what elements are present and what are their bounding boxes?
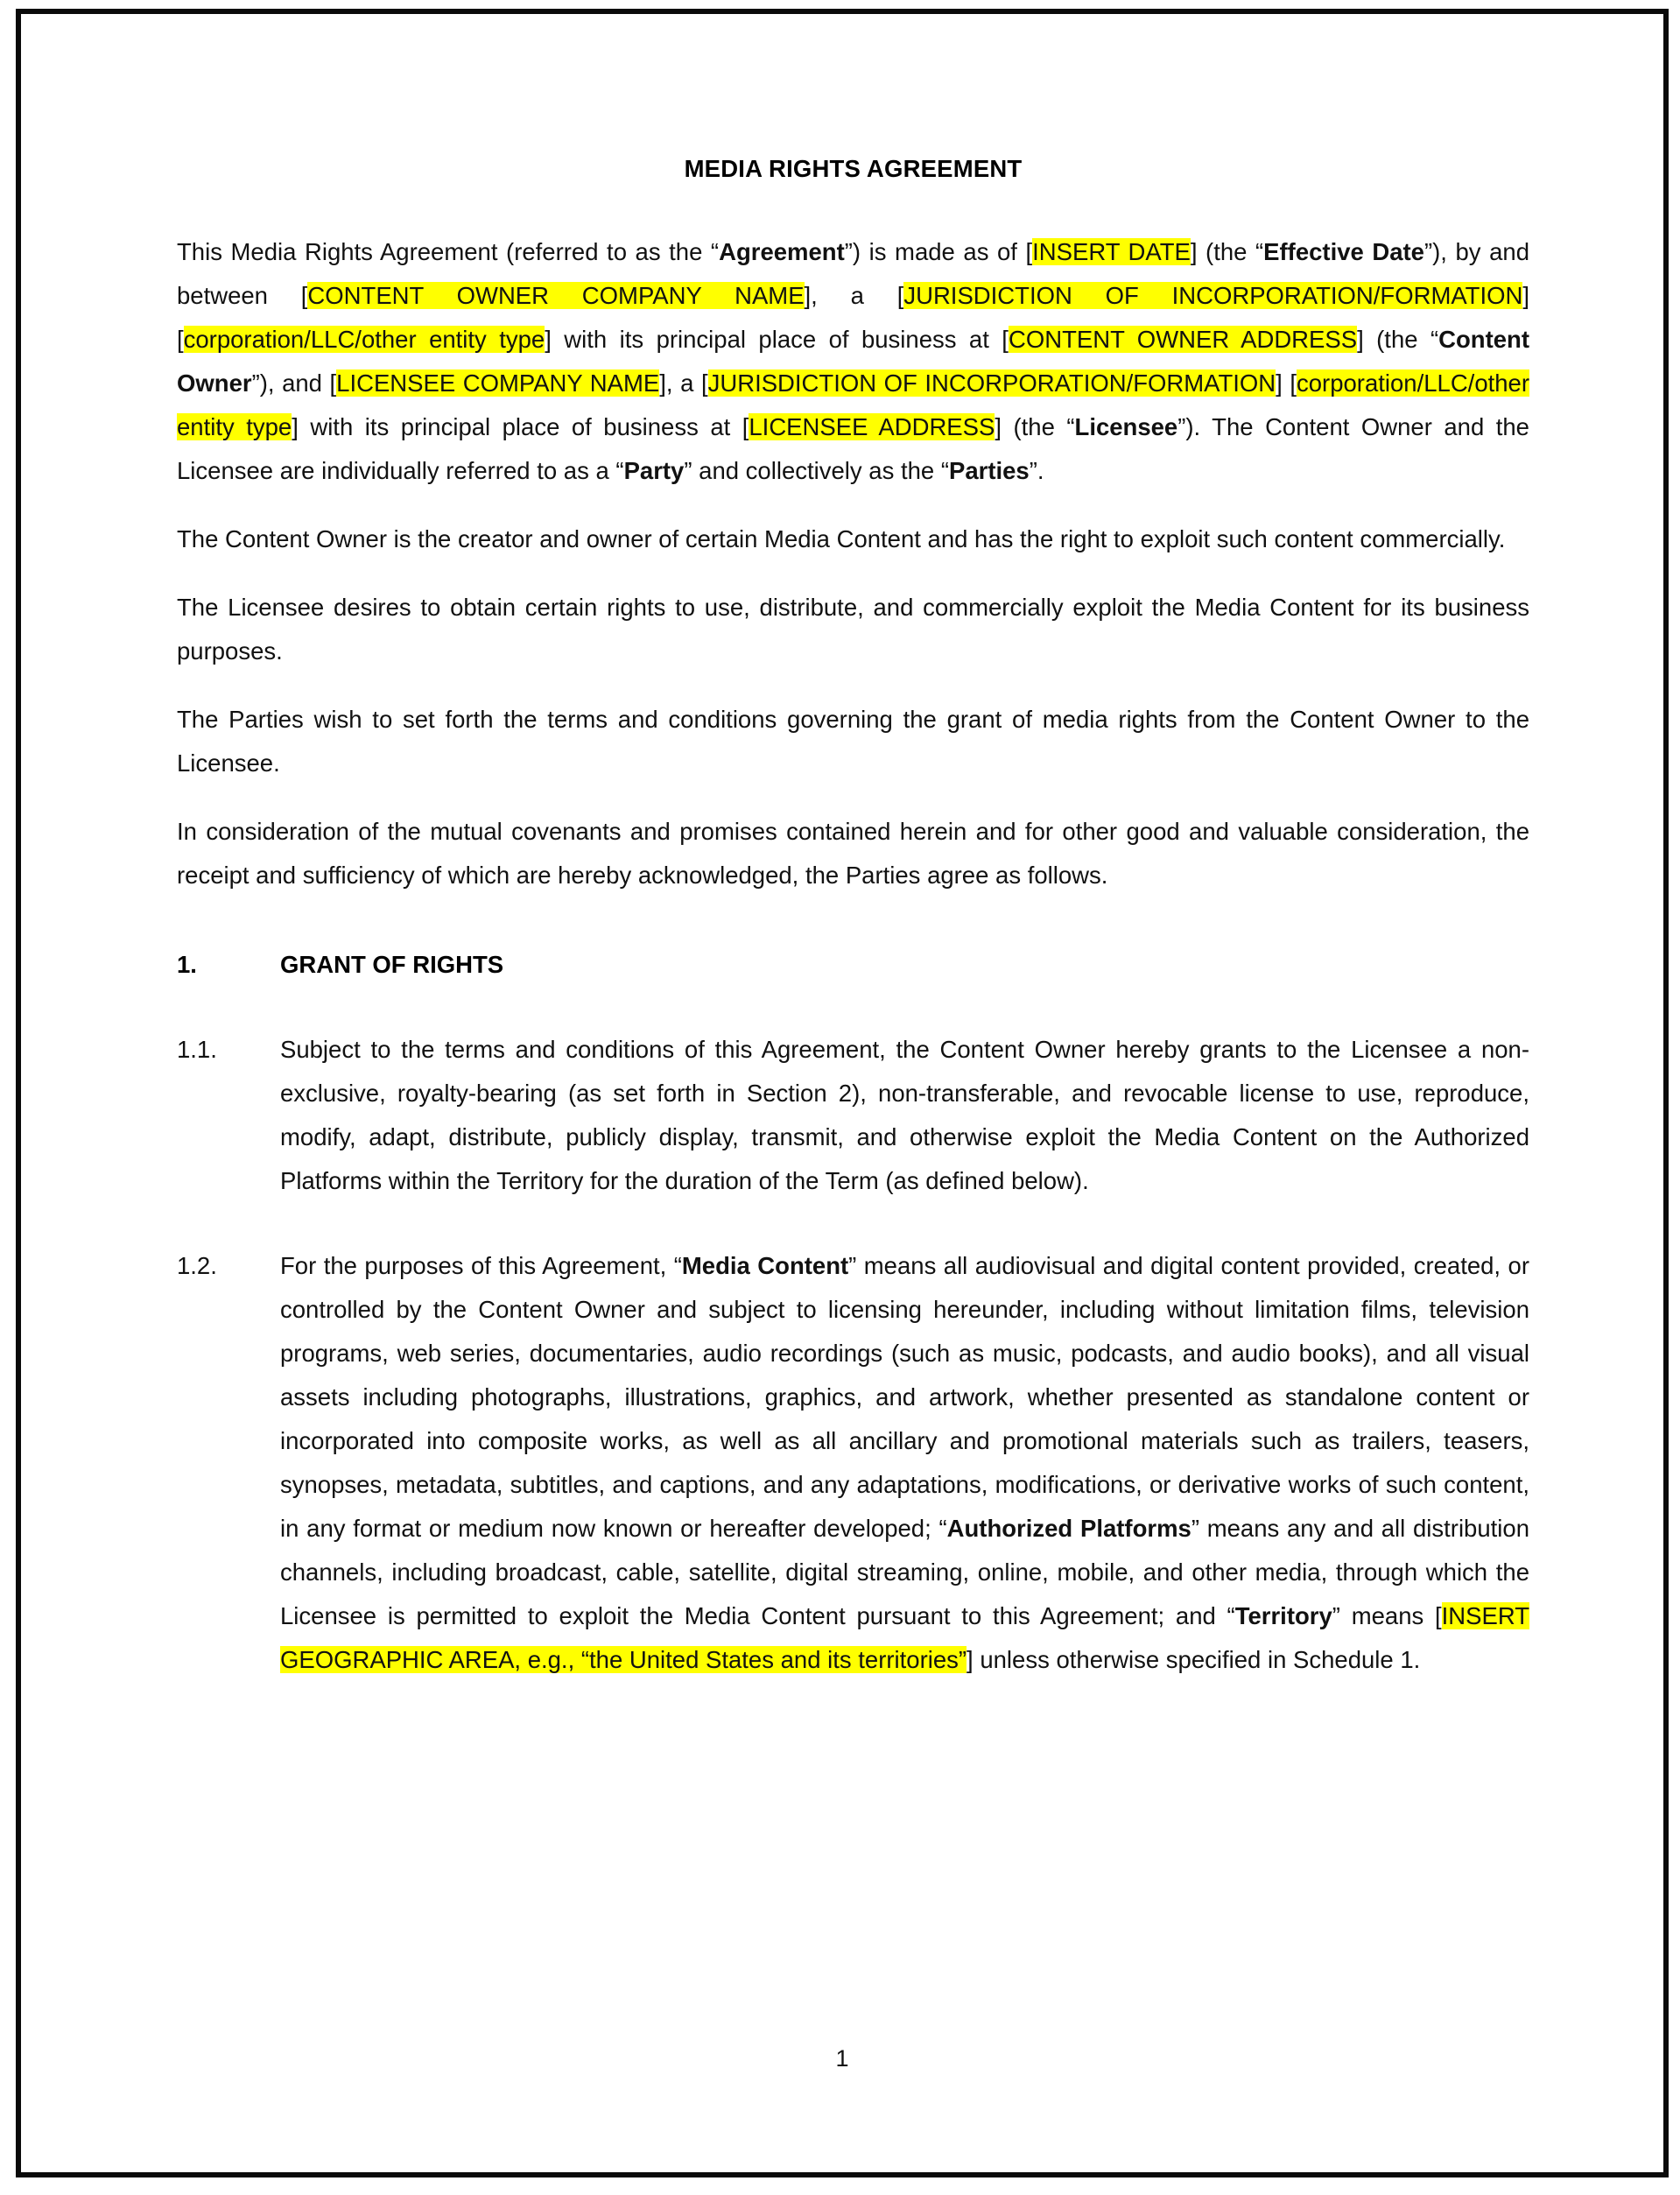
clause-text: Subject to the terms and conditions of this Agreement, the Content Owner hereby grants to the Licensee a non-exclusive, royalty-bearing (as set forth in Section 2), non-transferable, and revocable license to use, reproduce, modify, adapt, distribute, publicly display, transmit, and otherwise exploit the Media Content on the Authorized Platforms within the Territory for the duration of the Term (as defined below). bbox=[280, 1036, 1529, 1194]
preamble-text: ”) is made as of [ bbox=[844, 238, 1033, 265]
placeholder-content-owner-address: CONTENT OWNER ADDRESS bbox=[1008, 326, 1358, 353]
clause-number: 1.1. bbox=[177, 1036, 217, 1063]
preamble-text: ], a [ bbox=[659, 369, 708, 397]
preamble-paragraph-3: The Licensee desires to obtain certain rights to use, distribute, and commercially exploit the Media Content for its business purposes. bbox=[177, 594, 1529, 665]
preamble-text: ] (the “ bbox=[1190, 238, 1264, 265]
preamble-text: ] (the “ bbox=[1357, 326, 1439, 353]
preamble-text: ”), by and between [ bbox=[177, 238, 1529, 309]
defined-term-authorized-platforms: Authorized Platforms bbox=[946, 1515, 1191, 1542]
clause-1-1 bbox=[177, 1028, 1529, 1203]
defined-term-licensee: Licensee bbox=[1074, 413, 1178, 440]
page-number: 1 bbox=[835, 2045, 849, 2072]
clause-text-run: ” means all audiovisual and digital content provided, created, or controlled by the Content Owner and subject to licensing hereunder, including without limitation films, television programs, web series, documentaries, audio recordings (such as music, podcasts, and audio books), and all visual assets including photographs, illustrations, graphics, and artwork, whether presented as standalone content or incorporated into composite works, as well as all ancillary and promotional materials such as trailers, teasers, synopses, metadata, subtitles, and captions, and any adaptations, modifications, or derivative works of such content, in any format or medium now known or hereafter developed; “ bbox=[280, 1252, 1529, 1542]
placeholder-owner-entity-type: corporation/LLC/other entity type bbox=[183, 326, 545, 353]
page-body bbox=[21, 14, 1663, 2172]
placeholder-insert-geographic-area: INSERT GEOGRAPHIC AREA, e.g., “the United States and its territories” bbox=[280, 1602, 1529, 1673]
placeholder-licensee-entity-type: corporation/LLC/other entity type bbox=[177, 369, 1530, 440]
placeholder-licensee-company-name: LICENSEE COMPANY NAME bbox=[336, 369, 660, 397]
page-title: MEDIA RIGHTS AGREEMENT bbox=[684, 155, 1023, 182]
clause-number: 1.2. bbox=[177, 1252, 217, 1279]
preamble-text: ”. bbox=[1029, 457, 1044, 484]
placeholder-licensee-address: LICENSEE ADDRESS bbox=[749, 413, 995, 440]
page-frame bbox=[16, 9, 1669, 2177]
preamble-text: ] (the “ bbox=[995, 413, 1075, 440]
preamble-text: This Media Rights Agreement (referred to as the “ bbox=[177, 238, 720, 265]
preamble-text: ] with its principal place of business at [ bbox=[545, 326, 1009, 353]
defined-term-content-owner: Content Owner bbox=[177, 326, 1530, 397]
placeholder-content-owner-company-name: CONTENT OWNER COMPANY NAME bbox=[307, 282, 805, 309]
preamble-text: ”). The Content Owner and the Licensee are individually referred to as a “ bbox=[177, 413, 1529, 484]
preamble-text: ”), and [ bbox=[251, 369, 337, 397]
section-heading-1 bbox=[177, 943, 1529, 987]
clause-text-run: ] unless otherwise specified in Schedule 1. bbox=[967, 1646, 1421, 1673]
placeholder-licensee-jurisdiction: JURISDICTION OF INCORPORATION/FORMATION bbox=[707, 369, 1276, 397]
preamble-text: ” and collectively as the “ bbox=[684, 457, 949, 484]
defined-term-party: Party bbox=[623, 457, 685, 484]
preamble-text: ], a [ bbox=[804, 282, 904, 309]
clause-1-2 bbox=[177, 1244, 1529, 1682]
preamble-text: ] [ bbox=[1276, 369, 1297, 397]
section-number: 1. bbox=[177, 951, 197, 978]
preamble-paragraph-4: The Parties wish to set forth the terms and conditions governing the grant of media rights from the Content Owner to the Licensee. bbox=[177, 706, 1529, 777]
defined-term-territory: Territory bbox=[1234, 1602, 1332, 1629]
defined-term-effective-date: Effective Date bbox=[1263, 238, 1424, 265]
preamble-paragraph-2: The Content Owner is the creator and owner of certain Media Content and has the right to exploit such content commercially. bbox=[177, 525, 1506, 552]
preamble-paragraph-5: In consideration of the mutual covenants and promises contained herein and for other good and valuable consideration, the receipt and sufficiency of which are hereby acknowledged, the Parties agree as follows. bbox=[177, 818, 1529, 889]
section-title: GRANT OF RIGHTS bbox=[280, 951, 504, 978]
placeholder-insert-date: INSERT DATE bbox=[1032, 238, 1191, 265]
preamble-text: ] [ bbox=[177, 282, 1530, 353]
defined-term-media-content: Media Content bbox=[681, 1252, 849, 1279]
document-content bbox=[177, 154, 1529, 1682]
defined-term-parties: Parties bbox=[949, 457, 1030, 484]
placeholder-owner-jurisdiction: JURISDICTION OF INCORPORATION/FORMATION bbox=[903, 282, 1523, 309]
clause-text-run: ” means any and all distribution channels, including broadcast, cable, satellite, digital streaming, online, mobile, and other media, through which the Licensee is permitted to exploit the Media Content pursuant to this Agreement; and “ bbox=[280, 1515, 1529, 1629]
preamble-paragraph-1 bbox=[177, 230, 1529, 493]
preamble-text: ] with its principal place of business at [ bbox=[292, 413, 749, 440]
defined-term-agreement: Agreement bbox=[719, 238, 845, 265]
clause-text-run: ” means [ bbox=[1332, 1602, 1442, 1629]
clause-text bbox=[280, 1244, 1529, 1682]
clause-text-run: For the purposes of this Agreement, “ bbox=[280, 1252, 682, 1279]
